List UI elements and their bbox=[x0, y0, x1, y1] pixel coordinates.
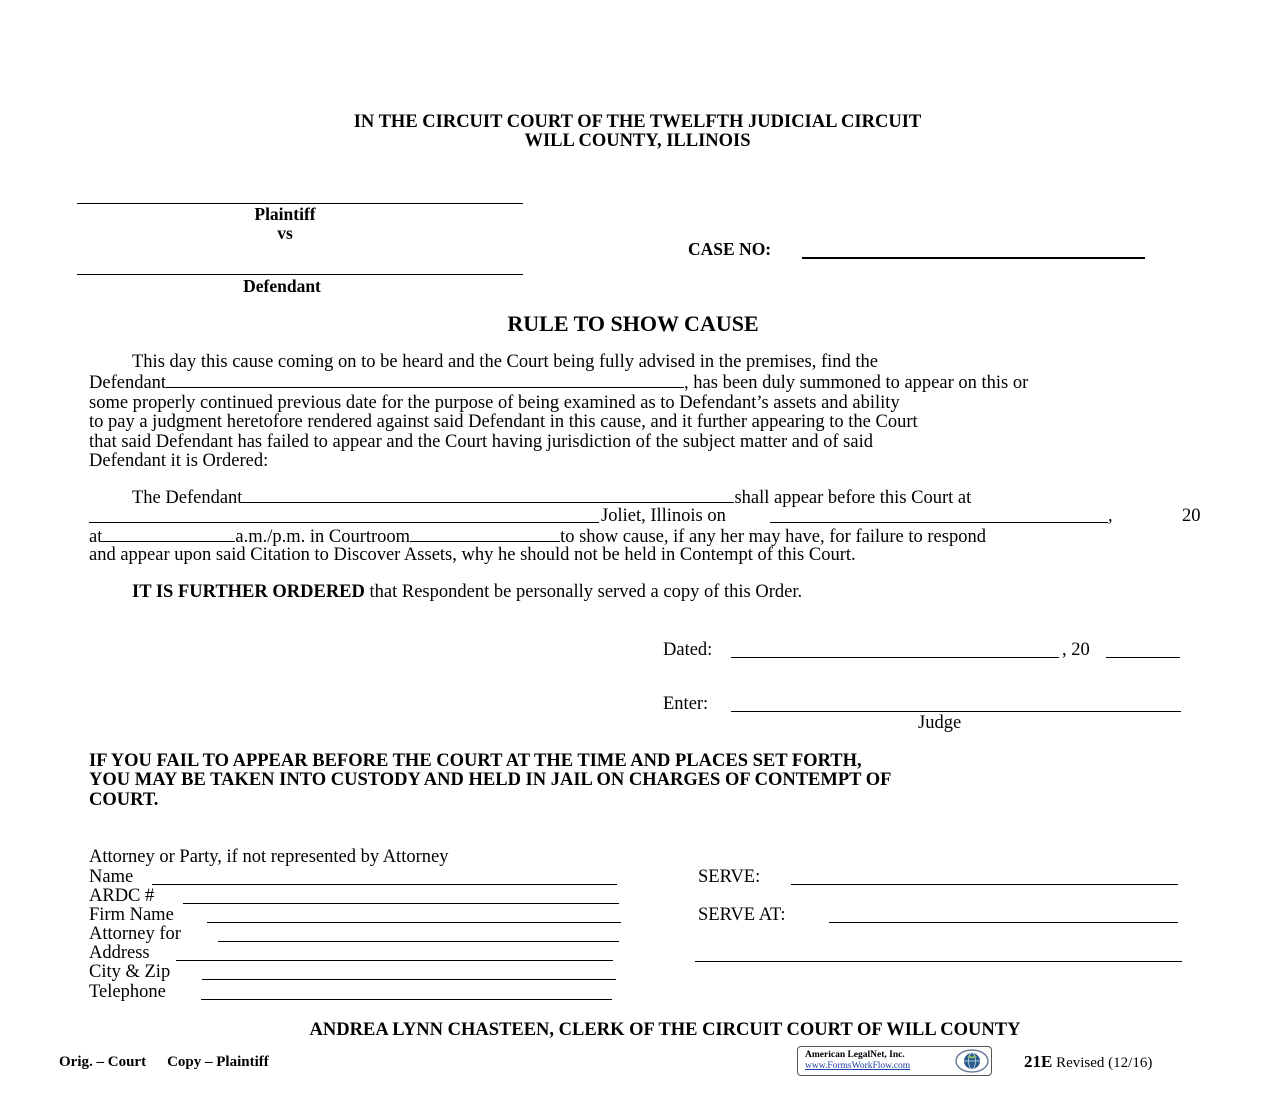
plaintiff-label: Plaintiff bbox=[254, 204, 316, 224]
findings-line-6: Defendant it is Ordered: bbox=[89, 451, 269, 472]
case-no-label: CASE NO: bbox=[688, 239, 772, 259]
attorney-name-field[interactable] bbox=[152, 884, 617, 885]
serve-at-second-line[interactable] bbox=[695, 961, 1182, 962]
shall-appear-text: shall appear before this Court at bbox=[734, 488, 972, 508]
address-label: Address bbox=[89, 943, 150, 963]
orig-court-text: Orig. – Court bbox=[59, 1054, 147, 1070]
judge-signature-line[interactable] bbox=[731, 711, 1181, 712]
city-zip-field[interactable] bbox=[202, 979, 616, 980]
form-revision bbox=[1024, 1052, 1152, 1072]
revised-date: Revised (12/16) bbox=[1056, 1055, 1153, 1071]
paragraph-findings bbox=[89, 353, 1209, 471]
the-defendant-text: The Defendant bbox=[132, 488, 243, 508]
attorney-for-label: Attorney for bbox=[89, 924, 181, 944]
defendant-name-line[interactable] bbox=[77, 274, 523, 275]
dated-label: Dated: bbox=[663, 640, 713, 660]
defendant-name-blank[interactable] bbox=[166, 372, 684, 388]
year-prefix: 20 bbox=[1182, 506, 1201, 526]
vs-label: vs bbox=[277, 223, 293, 243]
enter-label: Enter: bbox=[663, 694, 709, 714]
warning-line-3: COURT. bbox=[89, 789, 159, 810]
firm-name-field[interactable] bbox=[207, 922, 621, 923]
dated-year-blank[interactable] bbox=[1106, 657, 1180, 658]
order-line-1 bbox=[132, 487, 971, 508]
findings-line-3: some properly continued previous date for the purpose of being examined as to Defendant’s assets and ability bbox=[89, 392, 900, 413]
judge-label: Judge bbox=[918, 713, 962, 733]
american-legalnet-logo[interactable] bbox=[797, 1046, 992, 1076]
footer-distribution bbox=[59, 1054, 269, 1071]
firm-name-label: Firm Name bbox=[89, 905, 174, 925]
serve-at-label: SERVE AT: bbox=[698, 905, 786, 925]
defendant-label: Defendant bbox=[243, 276, 321, 296]
dated-blank[interactable] bbox=[731, 657, 1059, 658]
further-ordered-text: that Respondent be personally served a copy of this Order. bbox=[364, 582, 803, 602]
ardc-label: ARDC # bbox=[89, 886, 155, 906]
findings-line-1: This day this cause coming on to be heard and the Court being fully advised in the premises, find the bbox=[132, 352, 878, 372]
attorney-name-label: Name bbox=[89, 867, 134, 887]
summoned-text: , has been duly summoned to appear on this or bbox=[684, 373, 1029, 394]
clerk-name: ANDREA LYNN CHASTEEN, CLERK OF THE CIRCUIT COURT OF WILL COUNTY bbox=[309, 1020, 1021, 1040]
ardc-field[interactable] bbox=[183, 903, 619, 904]
further-ordered-bold: IT IS FURTHER ORDERED bbox=[132, 582, 365, 602]
at-text: at bbox=[89, 527, 103, 547]
address-field[interactable] bbox=[176, 960, 613, 961]
ampm-text: a.m./p.m. in Courtroom bbox=[235, 527, 411, 547]
findings-line-5: that said Defendant has failed to appear and the Court having jurisdiction of the subject matter and of said bbox=[89, 431, 873, 452]
serve-field[interactable] bbox=[791, 884, 1178, 885]
findings-line-4: to pay a judgment heretofore rendered against said Defendant in this cause, and it further appearing to the Court bbox=[89, 412, 918, 433]
joliet-text: Joliet, Illinois on bbox=[601, 506, 726, 526]
order-line-4: and appear upon said Citation to Discover Assets, why he should not be held in Contempt of this Court. bbox=[89, 545, 856, 565]
logo-url[interactable]: www.FormsWorkFlow.com bbox=[805, 1061, 911, 1071]
to-show-cause-text: to show cause, if any her may have, for failure to respond bbox=[560, 527, 986, 547]
time-blank[interactable] bbox=[102, 526, 235, 542]
findings-line-2 bbox=[89, 372, 1209, 393]
court-header bbox=[0, 113, 1275, 151]
order-defendant-blank[interactable] bbox=[242, 487, 734, 503]
document-title: RULE TO SHOW CAUSE bbox=[507, 311, 759, 336]
globe-icon bbox=[954, 1048, 990, 1074]
case-no-field[interactable] bbox=[802, 257, 1145, 259]
copy-plaintiff-text: Copy – Plaintiff bbox=[167, 1054, 269, 1070]
telephone-field[interactable] bbox=[201, 999, 612, 1000]
serve-at-field[interactable] bbox=[829, 922, 1178, 923]
dated-year-prefix: , 20 bbox=[1062, 640, 1090, 660]
attorney-for-field[interactable] bbox=[218, 941, 619, 942]
defendant-word: Defendant bbox=[89, 373, 167, 394]
county-name: WILL COUNTY, ILLINOIS bbox=[524, 131, 751, 151]
city-zip-label: City & Zip bbox=[89, 962, 171, 982]
form-number: 21E bbox=[1024, 1052, 1053, 1071]
warning-line-2: YOU MAY BE TAKEN INTO CUSTODY AND HELD IN JAIL ON CHARGES OF CONTEMPT OF bbox=[89, 770, 892, 791]
attorney-heading: Attorney or Party, if not represented by Attorney bbox=[89, 847, 449, 867]
further-ordered bbox=[132, 583, 802, 602]
court-location-blank[interactable] bbox=[89, 522, 599, 523]
date-comma: , bbox=[1108, 506, 1113, 526]
courtroom-blank[interactable] bbox=[410, 526, 560, 542]
serve-label: SERVE: bbox=[698, 867, 761, 887]
appearance-date-blank[interactable] bbox=[770, 522, 1108, 523]
court-name: IN THE CIRCUIT COURT OF THE TWELFTH JUDICIAL CIRCUIT bbox=[353, 112, 922, 132]
warning-line-1: IF YOU FAIL TO APPEAR BEFORE THE COURT AT THE TIME AND PLACES SET FORTH, bbox=[89, 751, 862, 771]
telephone-label: Telephone bbox=[89, 982, 166, 1002]
contempt-warning bbox=[89, 752, 891, 810]
logo-company-name: American LegalNet, Inc. bbox=[805, 1050, 905, 1060]
